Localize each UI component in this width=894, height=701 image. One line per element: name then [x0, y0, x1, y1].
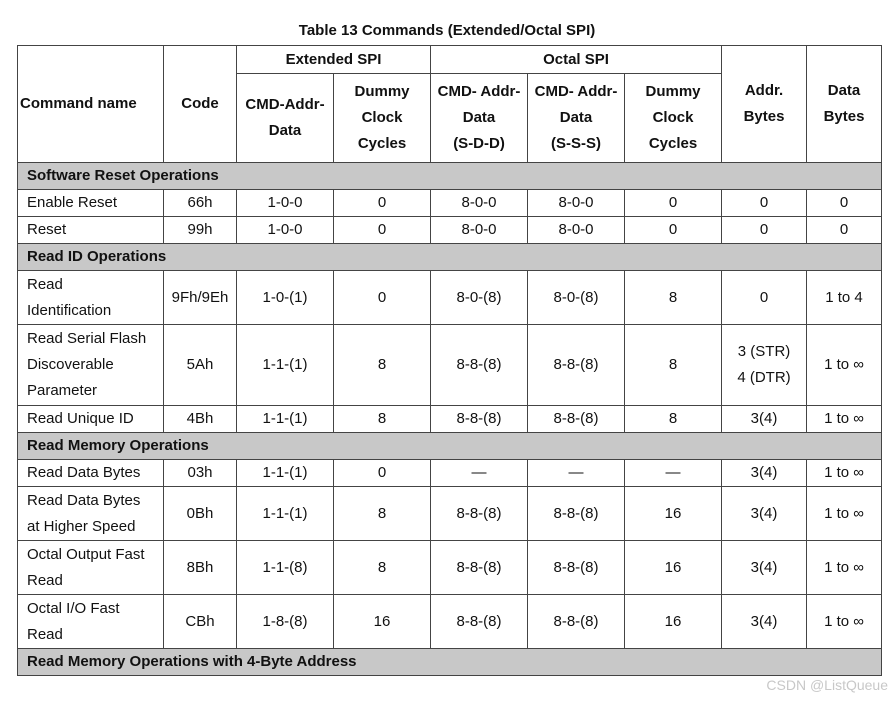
table-cell	[528, 541, 625, 595]
table-cell	[334, 541, 431, 595]
table-cell	[722, 271, 807, 325]
cell-text: 16	[664, 558, 682, 576]
table-cell	[237, 487, 334, 541]
cell-text: 1 to ∞	[824, 558, 864, 576]
section-label: Read Memory Operations	[18, 433, 882, 460]
table-cell	[625, 271, 722, 325]
table-row	[18, 217, 882, 244]
table-row	[18, 271, 882, 325]
cell-text: 3(4)	[750, 558, 778, 576]
cell-text: Read Data Bytes	[27, 464, 141, 481]
table-cell	[164, 190, 237, 217]
table-cell	[164, 460, 237, 487]
table-cell	[237, 541, 334, 595]
table-cell	[334, 271, 431, 325]
header-extended-spi: Extended SPI	[237, 46, 431, 74]
cell-text: 0	[759, 194, 769, 211]
section-row	[18, 649, 882, 676]
table-cell	[164, 487, 237, 541]
section-label: Software Reset Operations	[18, 163, 882, 190]
cell-text: 16	[373, 612, 391, 630]
table-cell	[237, 217, 334, 244]
cell-text: 8-8-(8)	[553, 410, 599, 427]
cell-text: CBh	[185, 612, 215, 630]
header-command-name: Command name	[18, 46, 164, 163]
table-cell	[334, 217, 431, 244]
section-label: Read ID Operations	[18, 244, 882, 271]
cell-text: 1-1-(1)	[262, 356, 308, 373]
command-name-cell	[18, 406, 164, 433]
table-cell	[237, 271, 334, 325]
table-cell	[722, 190, 807, 217]
cell-text: Reset	[27, 221, 67, 238]
table-cell	[722, 487, 807, 541]
table-cell	[431, 595, 528, 649]
table-row	[18, 595, 882, 649]
cell-text: 8	[377, 410, 387, 427]
table-cell	[807, 190, 882, 217]
table-cell	[528, 460, 625, 487]
cell-text: 8-0-0	[558, 194, 594, 211]
table-cell	[431, 190, 528, 217]
table-cell	[807, 595, 882, 649]
watermark: CSDN @ListQueue	[766, 677, 888, 693]
cell-text: —	[665, 464, 681, 481]
cell-text: 8-8-(8)	[456, 410, 502, 427]
table-cell	[237, 460, 334, 487]
cell-text: 4Bh	[186, 410, 214, 427]
table-cell	[237, 325, 334, 406]
cell-text: 8	[377, 504, 387, 522]
section-row	[18, 433, 882, 460]
cell-text: 8-8-(8)	[553, 356, 599, 373]
table-cell	[164, 217, 237, 244]
cell-text: 0	[668, 221, 678, 238]
cell-text: —	[568, 464, 584, 481]
cell-text: 3(4)	[750, 464, 778, 481]
table-cell	[625, 595, 722, 649]
table-cell	[431, 217, 528, 244]
cell-text: 1-1-(1)	[262, 410, 308, 427]
cell-text: 8-8-(8)	[456, 612, 502, 630]
table-cell	[528, 406, 625, 433]
command-name-cell	[18, 595, 164, 649]
cell-text: 0	[377, 464, 387, 481]
cell-text: 9Fh/9Eh	[171, 288, 229, 306]
cell-text: 8Bh	[186, 558, 214, 576]
table-cell	[528, 190, 625, 217]
cell-text: 0	[377, 288, 387, 306]
table-cell	[237, 595, 334, 649]
cell-text: 0	[377, 194, 387, 211]
header-ext-dummy-cycles: Dummy Clock Cycles	[334, 74, 431, 163]
command-name-cell	[18, 541, 164, 595]
table-row	[18, 541, 882, 595]
table-cell	[625, 217, 722, 244]
table-row	[18, 190, 882, 217]
table-cell	[431, 271, 528, 325]
cell-text: 1 to ∞	[824, 464, 864, 481]
table-cell	[334, 487, 431, 541]
cell-text: 16	[664, 504, 682, 522]
cell-text: 8-0-0	[558, 221, 594, 238]
cell-text: 8-0-(8)	[553, 288, 599, 306]
header-addr-bytes: Addr. Bytes	[722, 46, 807, 163]
cell-text: Read Serial Flash Discoverable Parameter	[27, 330, 147, 399]
header-oct-cmd-sdd: CMD- Addr- Data (S-D-D)	[431, 74, 528, 163]
cell-text: 5Ah	[186, 356, 214, 373]
table-row	[18, 460, 882, 487]
cell-text: 0	[668, 194, 678, 211]
command-name-cell	[18, 271, 164, 325]
cell-text: Octal I/O Fast Read	[27, 599, 120, 643]
table-cell	[625, 460, 722, 487]
cell-text: 1-0-0	[267, 194, 303, 211]
table-cell	[722, 595, 807, 649]
table-cell	[722, 406, 807, 433]
command-name-cell	[18, 460, 164, 487]
cell-text: 1-0-0	[267, 221, 303, 238]
table-cell	[625, 190, 722, 217]
cell-text: 8	[377, 558, 387, 576]
command-name-cell	[18, 487, 164, 541]
table-cell	[164, 271, 237, 325]
table-title: Table 13 Commands (Extended/Octal SPI)	[298, 22, 596, 39]
table-cell	[807, 271, 882, 325]
cell-text: Read Unique ID	[27, 410, 134, 427]
cell-text: 8	[668, 410, 678, 427]
table-cell	[164, 406, 237, 433]
cell-text: 8	[377, 356, 387, 373]
cell-text: 8	[668, 356, 678, 373]
table-row	[18, 487, 882, 541]
commands-table	[17, 45, 882, 676]
cell-text: 3(4)	[750, 504, 778, 522]
cell-text: 3 (STR) 4 (DTR)	[737, 343, 791, 386]
cell-text: 1-1-(8)	[262, 558, 308, 576]
header-oct-dummy-cycles: Dummy Clock Cycles	[625, 74, 722, 163]
table-cell	[334, 190, 431, 217]
table-cell	[237, 406, 334, 433]
section-row	[18, 163, 882, 190]
table-cell	[528, 487, 625, 541]
cell-text: 0Bh	[186, 504, 214, 522]
table-row	[18, 325, 882, 406]
header-ext-cmd-addr-data: CMD-Addr- Data	[237, 74, 334, 163]
cell-text: Octal Output Fast Read	[27, 545, 145, 589]
cell-text: 16	[664, 612, 682, 630]
table-cell	[625, 325, 722, 406]
cell-text: 8	[668, 288, 678, 306]
table-cell	[807, 325, 882, 406]
cell-text: 8-8-(8)	[553, 504, 599, 522]
table-cell	[528, 271, 625, 325]
cell-text: 8-0-(8)	[456, 288, 502, 306]
table-cell	[334, 460, 431, 487]
header-octal-spi: Octal SPI	[431, 46, 722, 74]
cell-text: 8-8-(8)	[456, 356, 502, 373]
table-cell	[431, 487, 528, 541]
command-name-cell	[18, 325, 164, 406]
table-cell	[625, 541, 722, 595]
cell-text: 3(4)	[750, 612, 778, 630]
cell-text: 1-8-(8)	[262, 612, 308, 630]
command-name-cell	[18, 190, 164, 217]
cell-text: 99h	[187, 221, 213, 238]
table-cell	[722, 541, 807, 595]
table-cell	[807, 406, 882, 433]
cell-text: Read Data Bytes at Higher Speed	[27, 491, 141, 535]
table-cell	[528, 217, 625, 244]
section-label: Read Memory Operations with 4-Byte Address	[18, 649, 882, 676]
cell-text: 1-1-(1)	[262, 464, 308, 481]
table-cell	[807, 541, 882, 595]
table-cell	[334, 406, 431, 433]
table-cell	[334, 595, 431, 649]
table-row	[18, 406, 882, 433]
cell-text: Enable Reset	[27, 194, 118, 211]
table-cell	[164, 325, 237, 406]
table-cell	[334, 325, 431, 406]
table-cell	[164, 595, 237, 649]
table-cell	[722, 217, 807, 244]
table-cell	[625, 487, 722, 541]
table-cell	[722, 325, 807, 406]
cell-text: 8-8-(8)	[553, 612, 599, 630]
cell-text: —	[471, 464, 487, 481]
cell-text: Read Identification	[27, 275, 112, 319]
cell-text: 03h	[187, 464, 213, 481]
table-cell	[164, 541, 237, 595]
section-row	[18, 244, 882, 271]
header-data-bytes: Data Bytes	[807, 46, 882, 163]
table-cell	[431, 325, 528, 406]
command-name-cell	[18, 217, 164, 244]
cell-text: 0	[759, 288, 769, 306]
table-cell	[528, 325, 625, 406]
cell-text: 0	[839, 194, 849, 211]
cell-text: 1 to ∞	[824, 410, 864, 427]
cell-text: 0	[377, 221, 387, 238]
table-cell	[807, 487, 882, 541]
table-body	[18, 163, 882, 676]
table-cell	[431, 406, 528, 433]
cell-text: 1-0-(1)	[262, 288, 308, 306]
cell-text: 1 to ∞	[824, 612, 864, 630]
table-cell	[807, 460, 882, 487]
header-code: Code	[164, 46, 237, 163]
table-cell	[431, 460, 528, 487]
table-cell	[528, 595, 625, 649]
cell-text: 1 to 4	[825, 288, 863, 306]
cell-text: 0	[839, 221, 849, 238]
cell-text: 8-8-(8)	[456, 558, 502, 576]
cell-text: 1 to ∞	[824, 504, 864, 522]
cell-text: 1-1-(1)	[262, 504, 308, 522]
cell-text: 8-8-(8)	[553, 558, 599, 576]
table-cell	[237, 190, 334, 217]
cell-text: 8-0-0	[461, 221, 497, 238]
cell-text: 1 to ∞	[824, 356, 864, 373]
header-oct-cmd-sss: CMD- Addr- Data (S-S-S)	[528, 74, 625, 163]
cell-text: 8-8-(8)	[456, 504, 502, 522]
cell-text: 8-0-0	[461, 194, 497, 211]
cell-text: 0	[759, 221, 769, 238]
table-cell	[625, 406, 722, 433]
table-cell	[431, 541, 528, 595]
cell-text: 3(4)	[750, 410, 778, 427]
table-cell	[807, 217, 882, 244]
cell-text: 66h	[187, 194, 213, 211]
table-cell	[722, 460, 807, 487]
